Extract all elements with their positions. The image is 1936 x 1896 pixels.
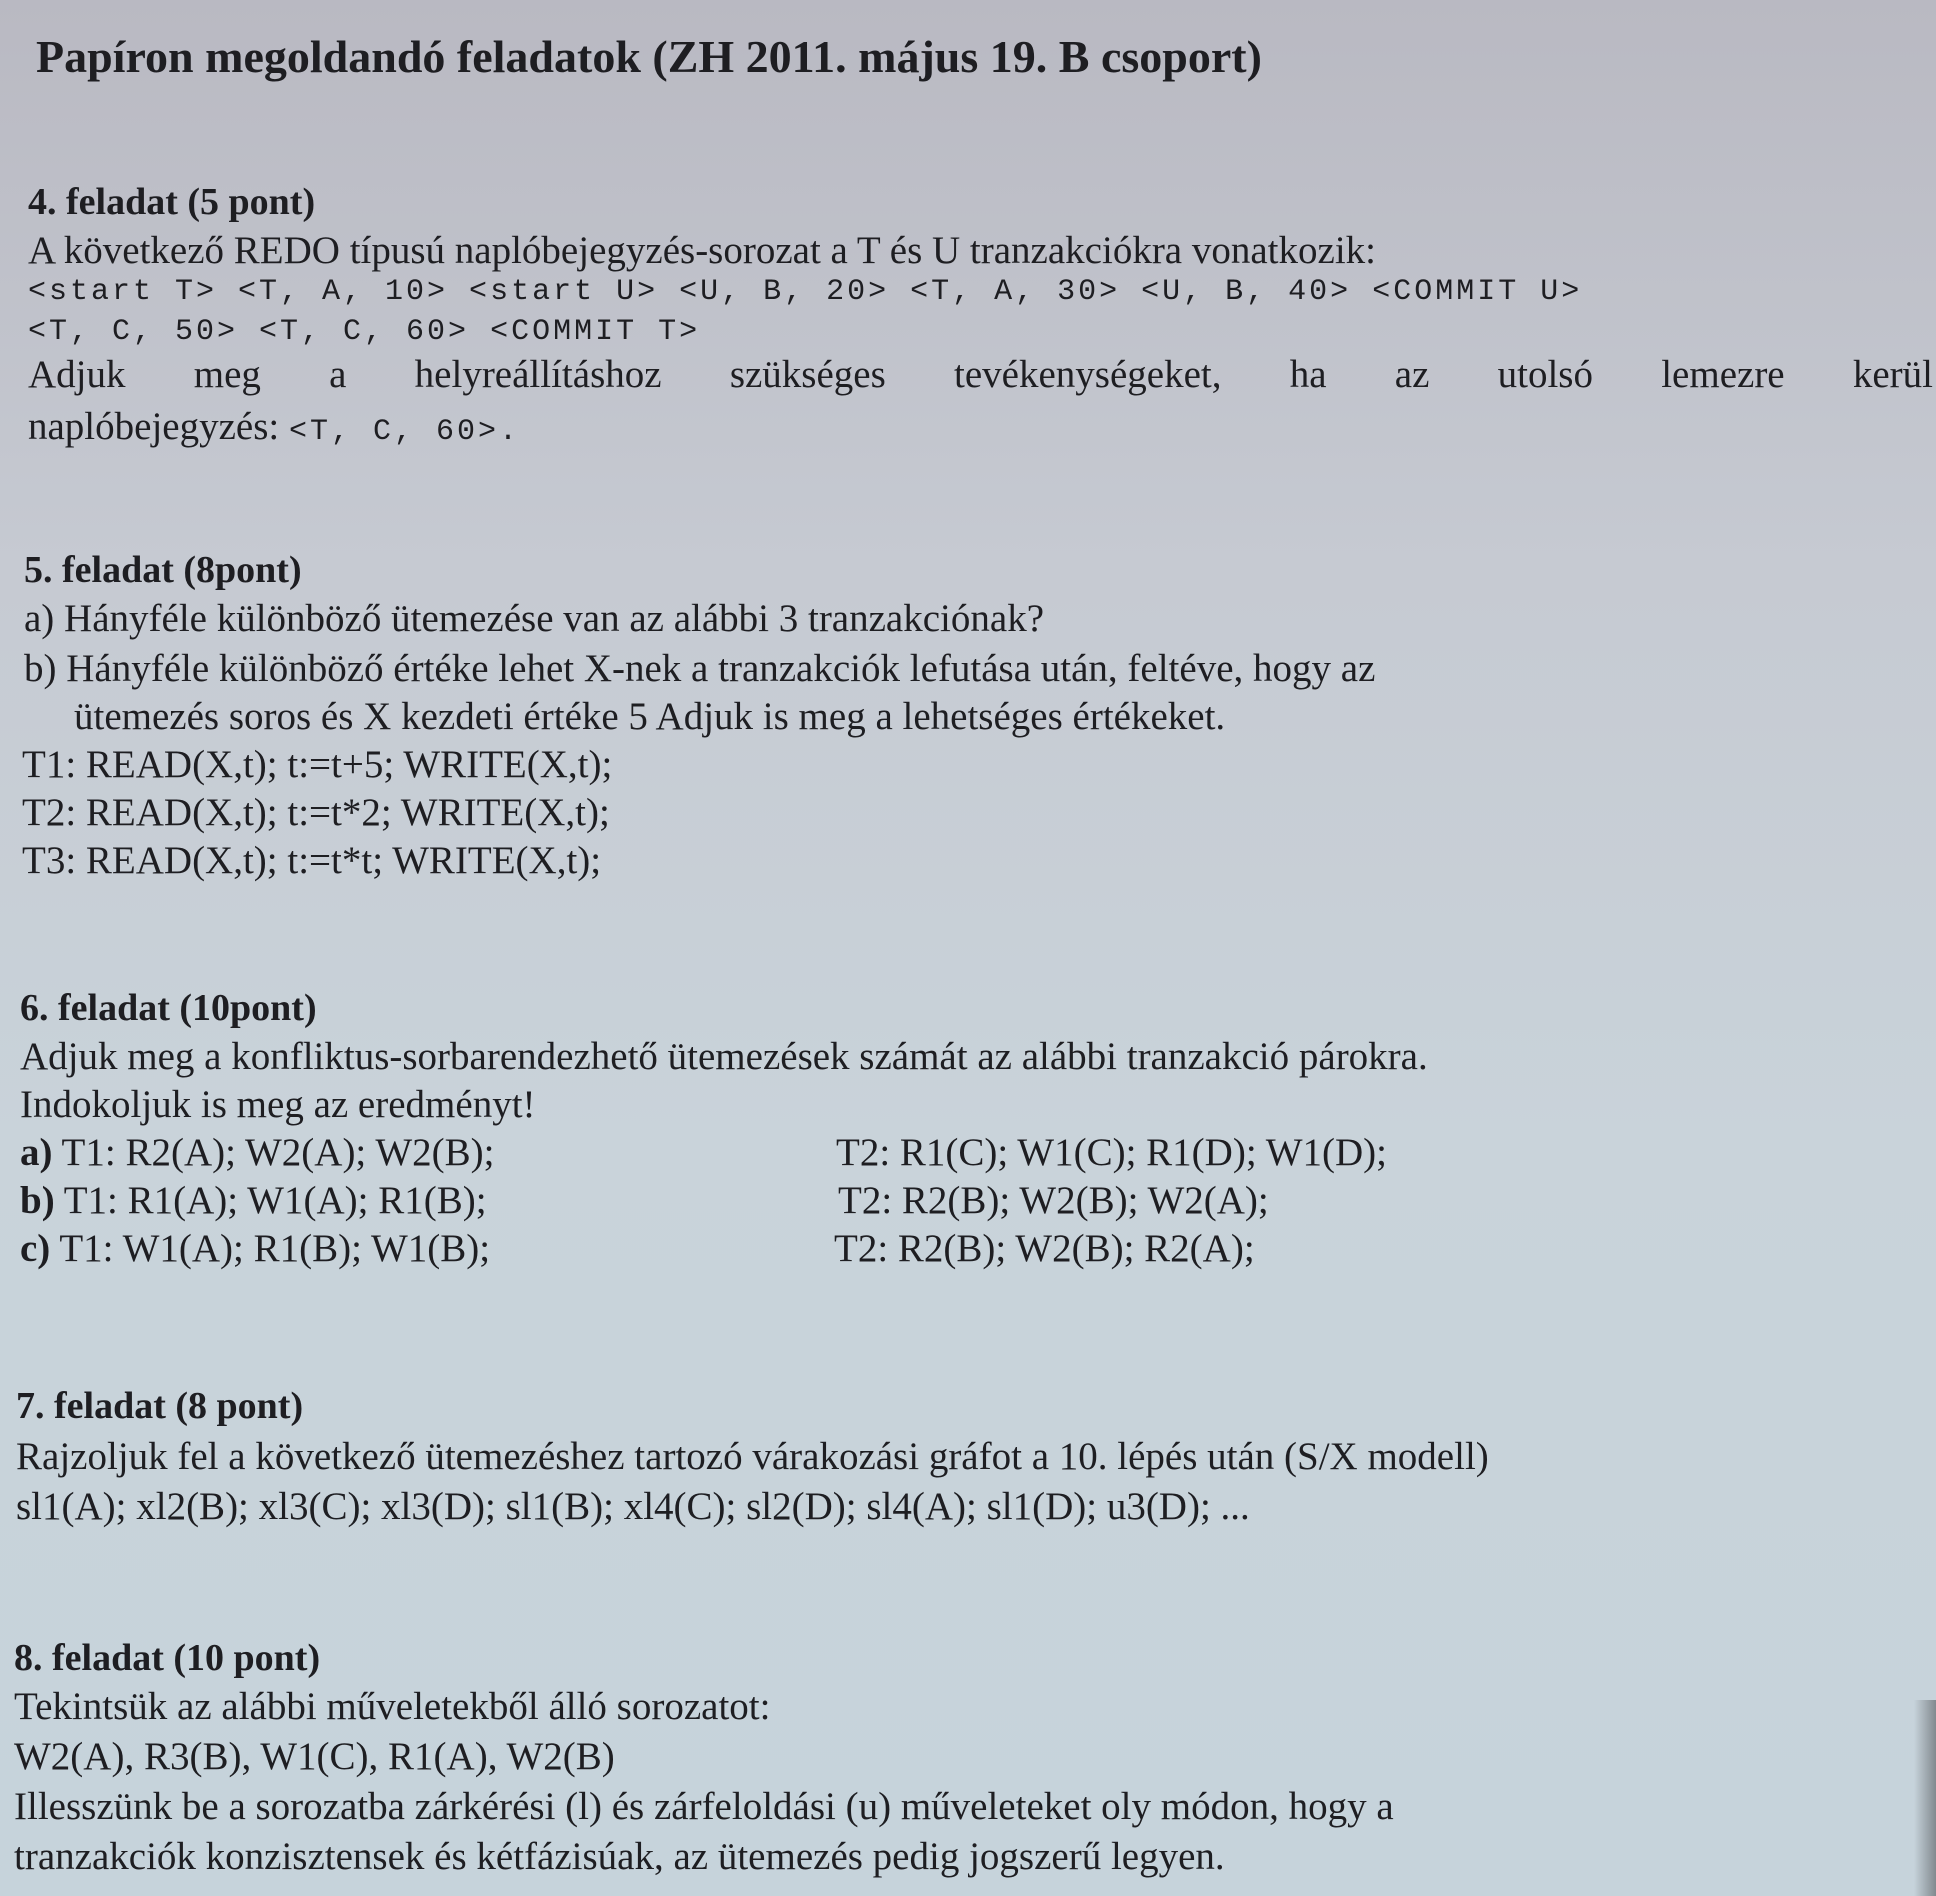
row-t1: T1: R1(A); W1(A); R1(B);	[63, 1179, 487, 1222]
row-t1: T1: W1(A); R1(B); W1(B);	[59, 1227, 491, 1270]
word: lemezre	[1661, 353, 1785, 396]
word: szükséges	[729, 353, 886, 396]
task-6-row-a-t2: T2: R1(C); W1(C); R1(D); W1(D);	[836, 1131, 1387, 1174]
task-5-transaction: T2: READ(X,t); t:=t*2; WRITE(X,t);	[22, 791, 610, 834]
task-7-schedule: sl1(A); xl2(B); xl3(C); xl3(D); sl1(B); xl4(C); sl2(D); sl4(A); sl1(D); u3(D); ...	[16, 1485, 1250, 1528]
task-4-log-line-2: <T, C, 50> <T, C, 60> <COMMIT T>	[28, 315, 701, 349]
task-5-question-b-line-1: b) Hányféle különböző értéke lehet X-nek a tranzakciók lefutása után, feltéve, hogy az	[24, 647, 1376, 690]
task-6-row-c	[20, 1226, 490, 1271]
paper-edge-shadow	[1914, 1700, 1936, 1896]
task-8-heading: 8. feladat (10 pont)	[14, 1637, 321, 1679]
task-6-row-c-t2: T2: R2(B); W2(B); R2(A);	[834, 1227, 1255, 1270]
task-8-sequence: W2(A), R3(B), W1(C), R1(A), W2(B)	[14, 1735, 615, 1778]
row-label: b)	[20, 1179, 55, 1222]
task-6-row-a	[20, 1130, 494, 1175]
task-8-prompt-line-3: Illesszünk be a sorozatba zárkérési (l) és zárfeloldási (u) műveleteket oly módon, hogy a	[14, 1785, 1394, 1828]
task-4-question-text: naplóbejegyzés:	[28, 405, 280, 448]
task-5-heading: 5. feladat (8pont)	[24, 549, 302, 591]
row-label: a)	[20, 1131, 53, 1174]
task-5-transaction: T3: READ(X,t); t:=t*t; WRITE(X,t);	[22, 839, 602, 882]
task-5-transaction: T1: READ(X,t); t:=t+5; WRITE(X,t);	[22, 743, 613, 786]
task-4-question-code: <T, C, 60>.	[288, 415, 521, 449]
task-8-prompt-line-4: tranzakciók konzisztensek és kétfázisúak, az ütemezés pedig jogszerű legyen.	[14, 1835, 1225, 1878]
task-6-prompt-line-1: Adjuk meg a konfliktus-sorbarendezhető ütemezések számát az alábbi tranzakció párokra.	[20, 1035, 1428, 1078]
word: ha	[1289, 353, 1327, 396]
word: meg	[193, 353, 261, 396]
word: az	[1394, 353, 1430, 396]
word: helyreállításhoz	[414, 353, 662, 396]
task-6-row-b-t2: T2: R2(B); W2(B); W2(A);	[838, 1179, 1269, 1222]
task-8-prompt-line-1: Tekintsük az alábbi műveletekből álló sorozatot:	[14, 1685, 771, 1728]
word: utolsó	[1497, 353, 1593, 396]
task-6-prompt-line-2: Indokoljuk is meg az eredményt!	[20, 1083, 536, 1126]
word: tevékenységeket,	[954, 353, 1222, 396]
task-4-intro: A következő REDO típusú naplóbejegyzés-sorozat a T és U tranzakciókra vonatkozik:	[28, 229, 1376, 272]
row-label: c)	[20, 1227, 51, 1270]
page-title: Papíron megoldandó feladatok (ZH 2011. május 19. B csoport)	[36, 31, 1262, 82]
task-4-heading: 4. feladat (5 pont)	[28, 181, 316, 223]
task-4-question-line-2	[28, 404, 520, 449]
task-4-question-line-1	[28, 352, 1933, 397]
word: a	[329, 353, 347, 396]
task-7-prompt: Rajzoljuk fel a következő ütemezéshez tartozó várakozási gráfot a 10. lépés után (S/X modell)	[16, 1435, 1489, 1478]
row-t1: T1: R2(A); W2(A); W2(B);	[61, 1131, 495, 1174]
task-5-question-a: a) Hányféle különböző ütemezése van az alábbi 3 tranzakciónak?	[24, 597, 1044, 640]
word: Adjuk	[28, 353, 126, 396]
task-7-heading: 7. feladat (8 pont)	[16, 1385, 304, 1427]
task-6-row-b	[20, 1178, 487, 1223]
task-4-log-line-1: <start T> <T, A, 10> <start U> <U, B, 20> <T, A, 30> <U, B, 40> <COMMIT U>	[28, 275, 1583, 309]
word: kerül	[1852, 353, 1933, 396]
task-5-question-b-line-2: ütemezés soros és X kezdeti értéke 5 Adjuk is meg a lehetséges értékeket.	[74, 695, 1226, 738]
task-6-heading: 6. feladat (10pont)	[20, 987, 317, 1029]
